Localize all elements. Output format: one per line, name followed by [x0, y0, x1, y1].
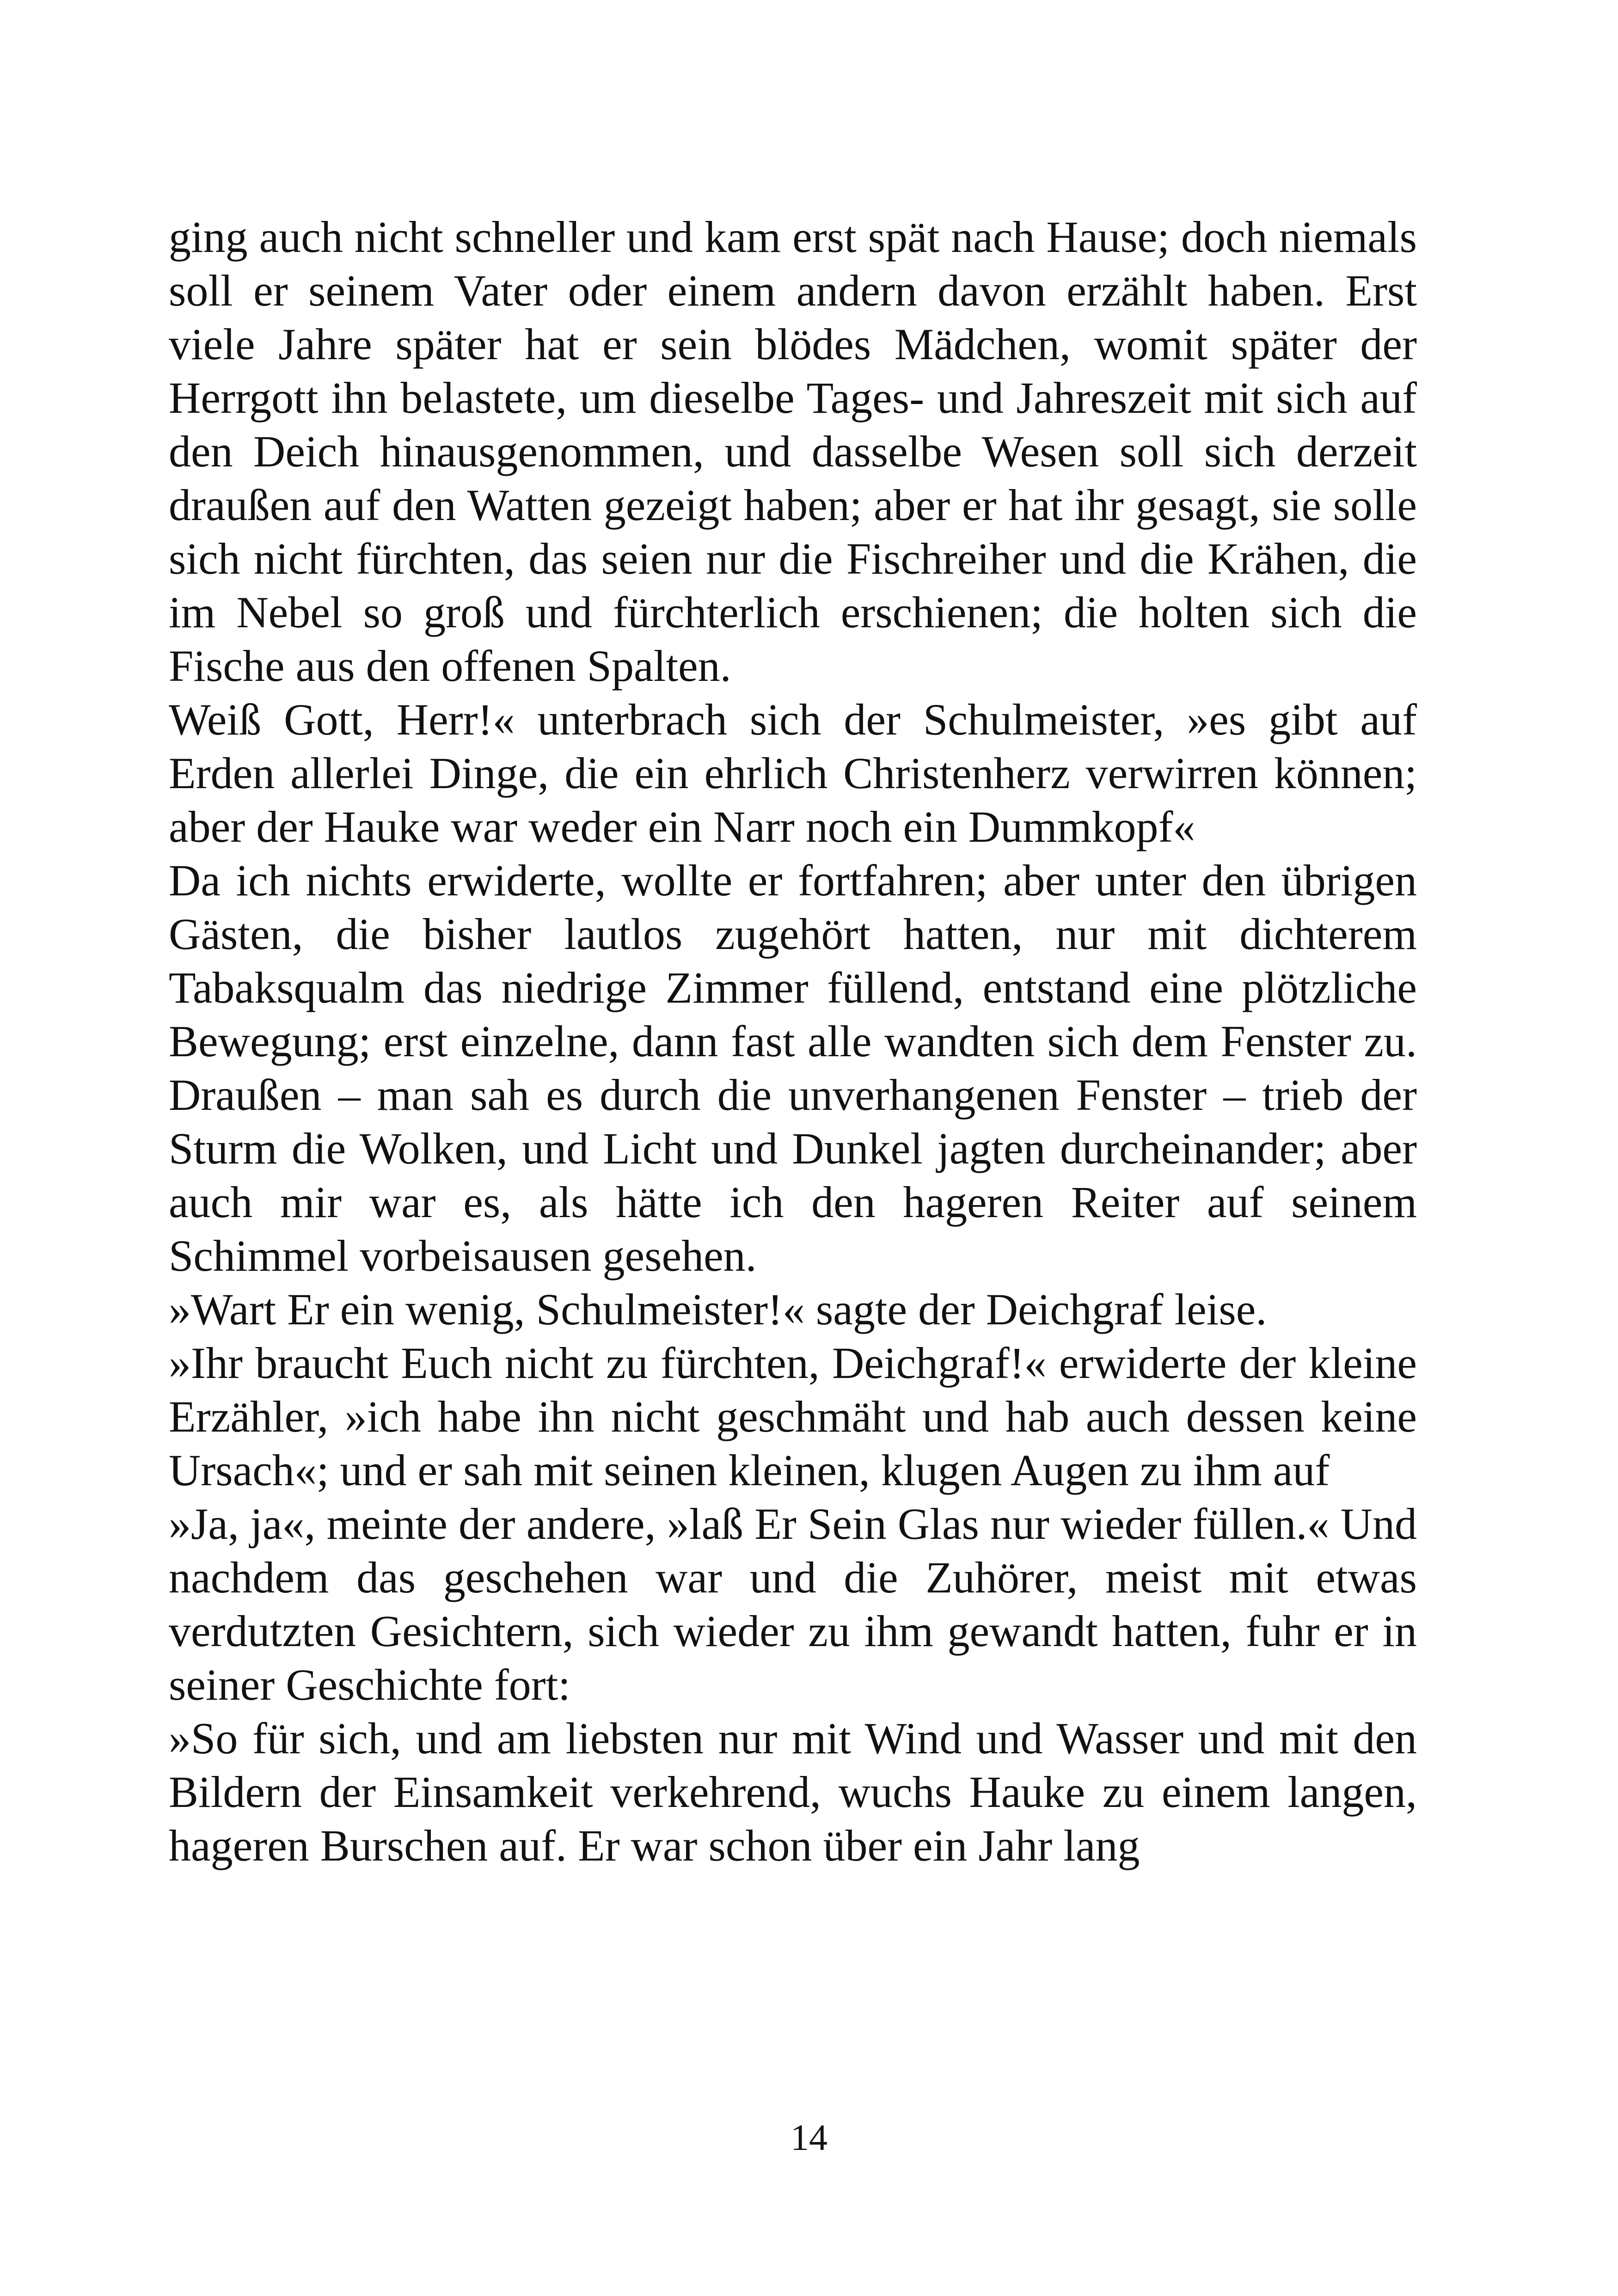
paragraph-5: »Ihr braucht Euch nicht zu fürchten, Deichgraf!« erwiderte der kleine Erzähler, »ich habe ihn nicht geschmäht und hab auch dessen keine Ursach«; und er sah mit seinen kleinen, klugen Augen zu ihm auf: [169, 1338, 1417, 1495]
paragraph-6: »Ja, ja«, meinte der andere, »laß Er Sein Glas nur wieder füllen.« Und nachdem das geschehen war und die Zuhörer, meist mit etwas verdutzten Gesichtern, sich wieder zu ihm gewandt hatten, fuhr er in seiner Geschichte fort:: [169, 1499, 1417, 1709]
paragraph-4: »Wart Er ein wenig, Schulmeister!« sagte der Deichgraf leise.: [169, 1285, 1267, 1334]
paragraph-1: ging auch nicht schneller und kam erst spät nach Hause; doch niemals soll er seinem Vater oder einem andern davon erzählt haben. Erst viele Jahre später hat er sein blödes Mädchen, womit später der Herrgott ihn belastete, um dieselbe Tages- und Jahreszeit mit sich auf den Deich hinausgenommen, und dasselbe Wesen soll sich derzeit draußen auf den Watten gezeigt haben; aber er hat ihr gesagt, sie solle sich nicht fürchten, das seien nur die Fischreiher und die Krähen, die im Nebel so groß und fürchterlich erschienen; die holten sich die Fische aus den offenen Spalten.: [169, 212, 1417, 691]
page-number: 14: [791, 2118, 827, 2158]
paragraph-7: »So für sich, und am liebsten nur mit Wind und Wasser und mit den Bildern der Einsamkeit verkehrend, wuchs Hauke zu einem langen, hageren Burschen auf. Er war schon über ein Jahr lang: [169, 1714, 1417, 1870]
body-text: [169, 210, 1417, 1873]
paragraph-3: Da ich nichts erwiderte, wollte er fortfahren; aber unter den übrigen Gästen, die bisher lautlos zugehört hatten, nur mit dichterem Tabaksqualm das niedrige Zimmer füllend, entstand eine plötzliche Bewegung; erst einzelne, dann fast alle wandten sich dem Fenster zu. Draußen – man sah es durch die unverhangenen Fenster – trieb der Sturm die Wolken, und Licht und Dunkel jagten durcheinander; aber auch mir war es, als hätte ich den hageren Reiter auf seinem Schimmel vorbeisausen gesehen.: [169, 856, 1417, 1280]
paragraph-2: Weiß Gott, Herr!« unterbrach sich der Schulmeister, »es gibt auf Erden allerlei Dinge, die ein ehrlich Christenherz verwirren können; aber der Hauke war weder ein Narr noch ein Dummkopf«: [169, 695, 1417, 851]
